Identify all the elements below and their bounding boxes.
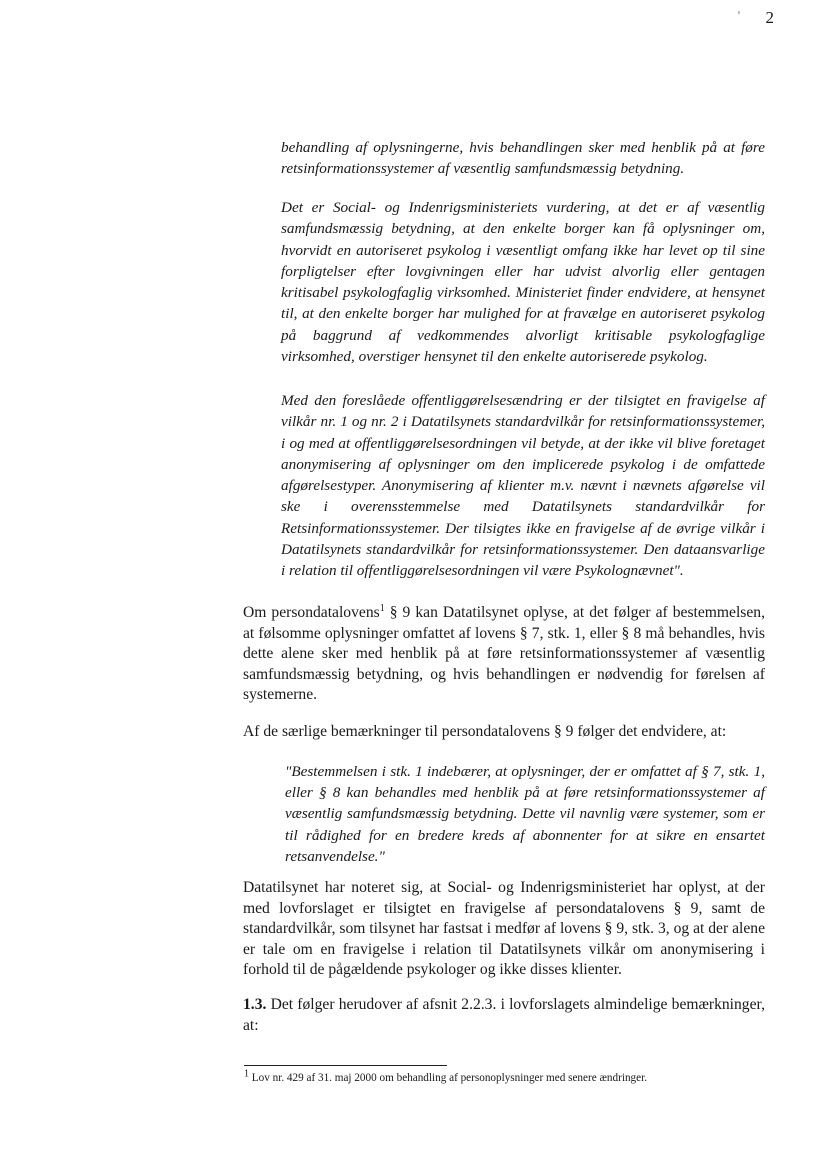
- body-paragraph-lead: Om persondatalovens: [243, 604, 380, 621]
- inner-quote-paragraph: "Bestemmelsen i stk. 1 indebærer, at oplysninger, der er omfattet af § 7, stk. 1, eller § 8 kan behandles med henblik på at føre retsinformationssystemer af væsentlig samfundsmæssig betydning. Dette vil navnlig være systemer, som er til rådighed for en bredere kreds af abonnenter for at sikre en ensartet retsanvendelse.": [285, 763, 765, 865]
- margin-tick-mark: ': [737, 8, 740, 22]
- quote-paragraph-3: Med den foreslåede offentliggørelsesændring er der tilsigtet en fravigelse af vilkår nr. 1 og nr. 2 i Datatilsynets standardvilkår for retsinformationssystemer, i og med at offentliggørelsesordningen vil betyde, at der ikke vil blive foretaget anonymisering af oplysninger om den implicerede psykolog i de omfattede afgørelsestyper. Anonymisering af klienter m.v. nævnt i nævnets afgørelse vil ske i overensstemmelse med Datatilsynets standardvilkår for Retsinformationssystemer. Der tilsigtes ikke en fravigelse af de øvrige vilkår i Datatilsynets standardvilkår for retsinformationssystemer. Den dataansvarlige i relation til offentliggørelsesordningen vil være Psykolognævnet".: [281, 392, 765, 580]
- page-number: 2: [765, 8, 774, 27]
- quote-paragraph-2: Det er Social- og Indenrigsministeriets vurdering, at det er af væsentlig samfundsmæssig betydning, at den enkelte borger kan få oplysninger om, hvorvidt en autoriseret psykolog i væsentligt omfang ikke har levet op til sine forpligtelser efter lovgivningen eller har udvist alvorlig eller gentagen kritisabel psykologfaglig virksomhed. Ministeriet finder endvidere, at hensynet til, at den enkelte borger har mulighed for at fravælge en autoriseret psykolog på baggrund af vedkommendes alvorligt kritisable psykologfaglige virksomhed, overstiger hensynet til den enkelte autoriserede psykolog.: [281, 199, 765, 366]
- body-paragraph-persondataloven: [243, 603, 765, 706]
- section-number: 1.3.: [243, 996, 267, 1013]
- footnote: [244, 1068, 784, 1086]
- footnote-divider: [244, 1065, 447, 1066]
- footnote-marker: 1: [244, 1068, 249, 1080]
- section-paragraph-1-3: [243, 995, 765, 1036]
- body-paragraph-datatilsynet: Datatilsynet har noteret sig, at Social- og Indenrigsministeriet har oplyst, at der med lovforslaget er tilsigtet en fravigelse af persondatalovens § 9, samt de standardvilkår, som tilsynet har fastsat i medfør af lovens § 9, stk. 3, og at der alene er tale om en fravigelse i relation til Datatilsynets vilkår om anonymisering i forhold til de pågældende psykologer og ikke disses klienter.: [243, 879, 765, 978]
- footnote-reference[interactable]: 1: [379, 602, 385, 614]
- body-paragraph-rest: § 9 kan Datatilsynet oplyse, at det følger af bestemmelsen, at følsomme oplysninger omfattet af lovens § 7, stk. 1, eller § 8 må behandles, hvis dette alene sker med henblik på at føre retsinformationssystemer af væsentlig samfundsmæssig betydning, og hvis behandlingen er nødvendig for førelsen af systemerne.: [243, 604, 765, 703]
- section-text: Det følger herudover af afsnit 2.2.3. i lovforslagets almindelige bemærkninger, at:: [243, 996, 765, 1034]
- footnote-text: Lov nr. 429 af 31. maj 2000 om behandling af personoplysninger med senere ændringer.: [249, 1072, 648, 1084]
- body-paragraph-saerlige-bemaerkninger: Af de særlige bemærkninger til persondatalovens § 9 følger det endvidere, at:: [243, 723, 727, 740]
- quote-paragraph-1: behandling af oplysningerne, hvis behandlingen sker med henblik på at føre retsinformationssystemer af væsentlig samfundsmæssig betydning.: [281, 139, 765, 178]
